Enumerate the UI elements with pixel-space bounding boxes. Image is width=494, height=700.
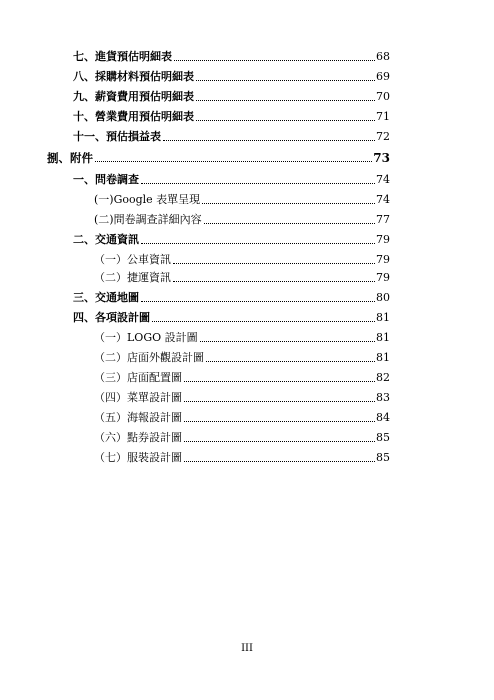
toc-entry-title: 九、薪資費用預估明細表 (73, 90, 194, 103)
toc-entry-title: 一、問卷調查 (73, 173, 139, 186)
toc-entry-page: 79 (376, 271, 390, 284)
toc-entry-page: 72 (376, 130, 390, 143)
toc-entry-page: 79 (376, 233, 390, 246)
dot-leader (184, 461, 375, 462)
toc-entry (73, 310, 390, 326)
toc-entry-title: 捌、附件 (47, 151, 93, 165)
toc-entry-title: 二、交通資訊 (73, 233, 139, 246)
dot-leader (141, 301, 375, 302)
toc-entry-title: （三）店面配置圖 (94, 371, 182, 384)
toc-entry-page: 71 (376, 110, 390, 123)
dot-leader (152, 321, 375, 322)
toc-entry (94, 330, 390, 346)
toc-entry-title: (二)問卷調查詳細內容 (94, 213, 202, 226)
toc-entry-page: 84 (376, 411, 390, 424)
dot-leader (196, 80, 375, 81)
toc-entry (94, 450, 390, 466)
toc-entry-page: 81 (376, 331, 390, 344)
toc-entry-title: （二）捷運資訊 (94, 271, 171, 284)
dot-leader (196, 100, 375, 101)
toc-entry-page: 77 (376, 213, 390, 226)
toc-entry-main (47, 150, 390, 166)
toc-entry-title: （四）菜單設計圖 (94, 391, 182, 404)
toc-entry-title: （七）服裝設計圖 (94, 451, 182, 464)
toc-entry (73, 172, 390, 188)
toc-entry (94, 192, 390, 208)
dot-leader (202, 203, 375, 204)
dot-leader (184, 401, 375, 402)
dot-leader (173, 263, 375, 264)
toc-entry-title: （一）LOGO 設計圖 (94, 331, 198, 344)
toc-entry-page: 74 (376, 173, 390, 186)
toc-entry-page: 85 (376, 431, 390, 444)
toc-entry-title: (一)Google 表單呈現 (94, 193, 201, 206)
toc-entry-title: 七、進貨預估明細表 (73, 50, 172, 63)
dot-leader (163, 140, 375, 141)
toc-entry-page: 81 (376, 311, 390, 324)
toc-entry (73, 290, 390, 306)
toc-entry (94, 350, 390, 366)
dot-leader (173, 281, 375, 282)
toc-entry-page: 74 (376, 193, 390, 206)
dot-leader (95, 161, 372, 162)
toc-entry-title: 四、各項設計圖 (73, 311, 150, 324)
toc-entry (94, 270, 390, 286)
toc-entry-title: （五）海報設計圖 (94, 411, 182, 424)
dot-leader (141, 183, 375, 184)
dot-leader (184, 381, 375, 382)
toc-entry (73, 89, 390, 105)
toc-entry-title: （六）點券設計圖 (94, 431, 182, 444)
toc-entry-title: 三、交通地圖 (73, 291, 139, 304)
toc-entry-page: 69 (376, 70, 390, 83)
toc-entry-page: 82 (376, 371, 390, 384)
toc-entry-title: 十一、預估損益表 (73, 130, 161, 143)
toc-entry (94, 430, 390, 446)
toc-entry-page: 83 (376, 391, 390, 404)
page-number: III (241, 643, 253, 654)
dot-leader (200, 341, 375, 342)
toc-entry (94, 252, 390, 268)
toc-entry-page: 85 (376, 451, 390, 464)
toc-entry-page: 70 (376, 90, 390, 103)
dot-leader (174, 60, 375, 61)
toc-entry-title: 八、採購材料預估明細表 (73, 70, 194, 83)
toc-entry-title: 十、營業費用預估明細表 (73, 110, 194, 123)
toc-entry-page: 68 (376, 50, 390, 63)
toc-entry-title: （二）店面外觀設計圖 (94, 351, 204, 364)
toc-entry (73, 109, 390, 125)
dot-leader (196, 120, 375, 121)
toc-entry-page: 80 (376, 291, 390, 304)
dot-leader (141, 243, 375, 244)
toc-entry-page: 81 (376, 351, 390, 364)
dot-leader (184, 421, 375, 422)
toc-entry-page: 79 (376, 253, 390, 266)
toc-entry (94, 390, 390, 406)
toc-entry (73, 232, 390, 248)
dot-leader (184, 441, 375, 442)
toc-entry-page: 73 (373, 151, 390, 165)
dot-leader (204, 223, 375, 224)
toc-entry (94, 410, 390, 426)
toc-entry (73, 69, 390, 85)
toc-entry (73, 49, 390, 65)
toc-entry (94, 370, 390, 386)
toc-entry (94, 212, 390, 228)
toc-entry-title: （一）公車資訊 (94, 253, 171, 266)
toc-entry (73, 129, 390, 145)
dot-leader (206, 361, 375, 362)
